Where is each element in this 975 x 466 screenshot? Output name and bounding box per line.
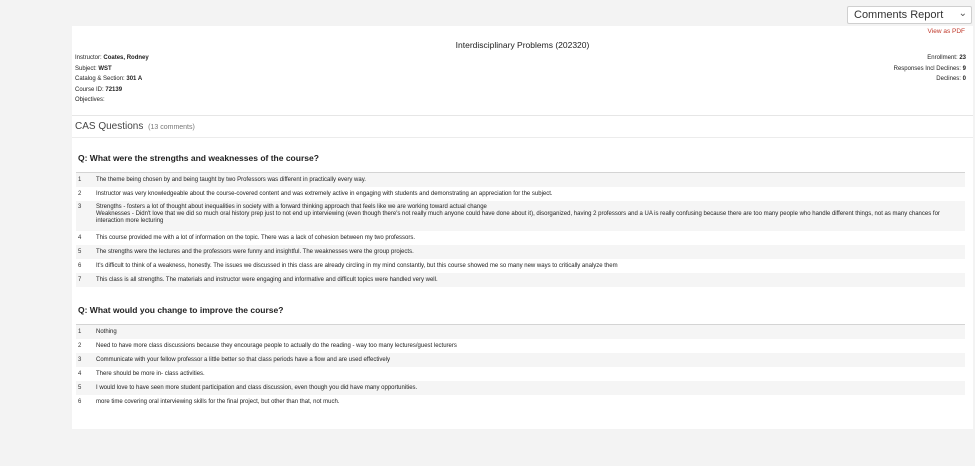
- meta-objectives: Objectives:: [75, 97, 105, 104]
- comments-table: [76, 172, 965, 287]
- table-row: [76, 339, 965, 353]
- report-panel: [72, 26, 973, 429]
- row-number: 3: [78, 356, 82, 363]
- meta-course-id: Course ID: 72139: [75, 86, 123, 93]
- row-number: 7: [78, 276, 82, 283]
- chevron-down-icon: ⌄: [958, 8, 967, 19]
- comment-text: The theme being chosen by and being taught by two Professors was different in practically every way.: [96, 176, 366, 183]
- row-number: 5: [78, 384, 82, 391]
- question-title: Q: What would you change to improve the course?: [78, 305, 284, 315]
- course-meta-left: [75, 53, 149, 106]
- meta-catalog-section: Catalog & Section: 301 A: [75, 76, 143, 83]
- comment-text: This course provided me with a lot of information on the topic. There was a lack of cohesion between my two professors.: [96, 234, 416, 241]
- comment-text: It's difficult to think of a weakness, honestly. The issues we discussed in this class are already circling in my mind constantly, but this course showed me so many new ways to critically analyze them: [96, 262, 618, 269]
- table-row: [76, 273, 965, 287]
- comment-text: Strengths - fosters a lot of thought about inequalities in society with a forward thinking approach that feels like we are working toward actual change Weaknesses - Didn't love that we did so much oral history prep just to not end up interviewing (even though there's not really much anyone could have done about it), disorganized, having 2 professors and a UA is really confusing because there are too many people who handle different things, not as many chances for interaction more lecturing: [96, 204, 940, 224]
- course-title: Interdisciplinary Problems (202320): [455, 40, 590, 50]
- course-meta-right: [894, 53, 966, 85]
- table-row: [76, 395, 965, 409]
- cas-questions-heading: [75, 121, 195, 132]
- row-number: 6: [78, 398, 82, 405]
- table-row: [76, 353, 965, 367]
- row-number: 2: [78, 190, 82, 197]
- row-number: 3: [78, 204, 82, 210]
- comment-text: The strengths were the lectures and the professors were funny and insightful. The weaknesses were the group projects.: [96, 248, 414, 255]
- comment-text: Nothing: [96, 328, 117, 335]
- cas-title: CAS Questions: [75, 121, 144, 132]
- comment-text: Need to have more class discussions because they encourage people to actually do the reading - way too many lectures/guest lecturers: [96, 342, 457, 349]
- comment-text: This class is all strengths. The materials and instructor were engaging and informative and difficult topics were handled very well.: [96, 276, 438, 283]
- table-row: [76, 367, 965, 381]
- report-type-value: Comments Report: [854, 9, 944, 21]
- table-row: [76, 325, 965, 339]
- comment-text: more time covering oral interviewing skills for the final project, but other than that, not much.: [96, 398, 340, 405]
- question-title: Q: What were the strengths and weaknesses of the course?: [78, 153, 319, 163]
- row-number: 4: [78, 234, 82, 241]
- table-row: [76, 259, 965, 273]
- table-row: [76, 201, 965, 231]
- top-bar: [0, 0, 975, 26]
- row-number: 6: [78, 262, 82, 269]
- meta-responses: Responses Incl Declines: 9: [893, 65, 966, 72]
- comment-text: Instructor was very knowledgeable about the course-covered content and was extremely active in engaging with students and demonstrating an appreciation for the subject.: [96, 190, 553, 197]
- meta-instructor: Instructor: Coates, Rodney: [75, 55, 149, 61]
- comments-table: [76, 324, 965, 409]
- row-number: 2: [78, 342, 82, 349]
- row-number: 4: [78, 370, 82, 377]
- comment-count: (13 comments): [148, 124, 195, 131]
- view-as-pdf-link[interactable]: View as PDF: [927, 28, 965, 35]
- table-row: [76, 381, 965, 395]
- comment-text: There should be more in- class activities.: [96, 370, 205, 377]
- comment-text: Communicate with your fellow professor a little better so that class periods have a flow and are used effectively: [96, 356, 391, 363]
- divider: [72, 137, 973, 138]
- meta-enrollment: Enrollment: 23: [927, 55, 966, 61]
- table-row: [76, 187, 965, 201]
- comment-text: I would love to have seen more student participation and class discussion, even though you did have many opportunities.: [96, 384, 418, 391]
- divider: [72, 115, 973, 116]
- meta-declines: Declines: 0: [936, 76, 966, 83]
- table-row: [76, 245, 965, 259]
- row-number: 5: [78, 248, 82, 255]
- report-type-select[interactable]: [847, 6, 972, 24]
- row-number: 1: [78, 328, 82, 335]
- table-row: [76, 173, 965, 187]
- row-number: 1: [78, 176, 82, 183]
- table-row: [76, 231, 965, 245]
- meta-subject: Subject: WST: [75, 65, 112, 72]
